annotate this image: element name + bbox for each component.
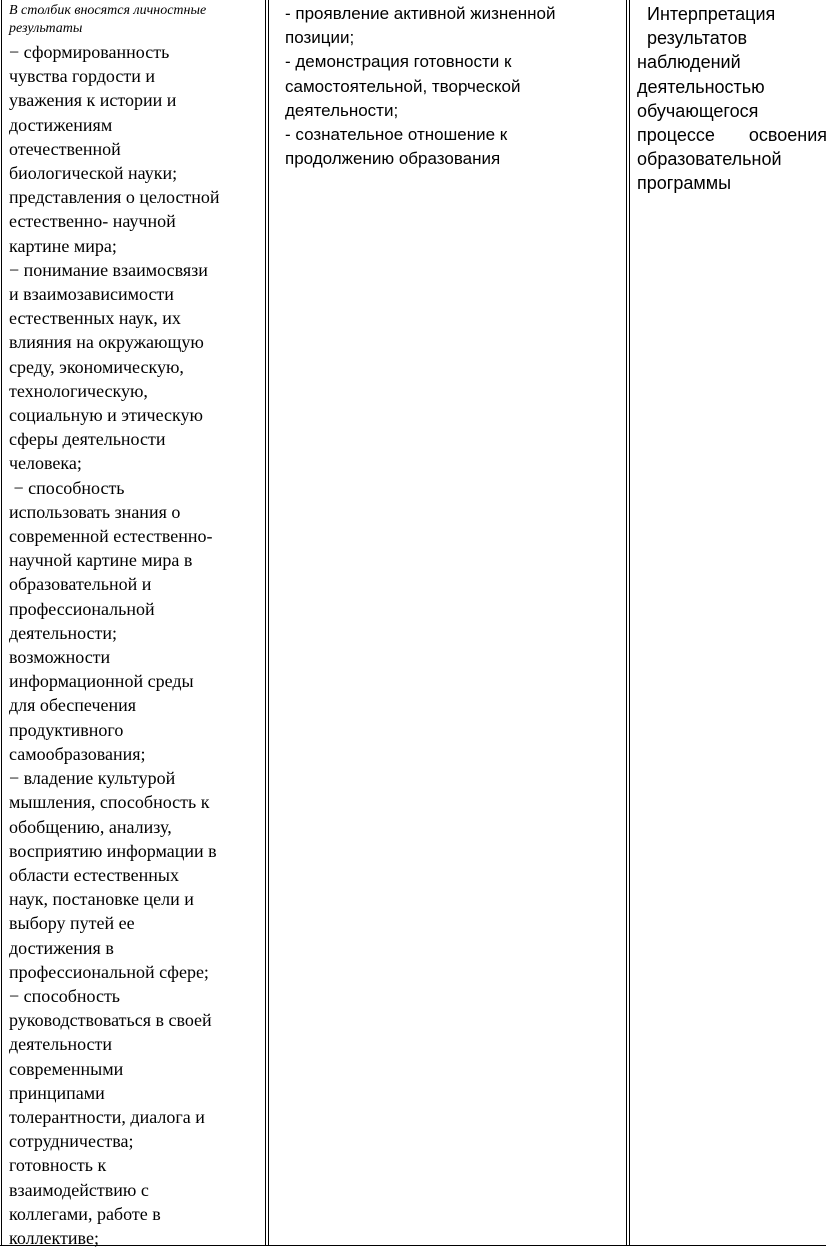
personal-result-line: влияния на окружающую [9, 332, 204, 353]
personal-result-line: достижения в [9, 937, 114, 958]
personal-result-line: отечественной [9, 138, 121, 159]
personal-result-line: − владение культурой [9, 768, 176, 789]
personal-result-line: принципами [9, 1082, 105, 1103]
personal-result-line: профессиональной [9, 598, 155, 619]
table-divider-2 [626, 0, 627, 1246]
personal-result-line: обобщению, анализу, [9, 816, 172, 837]
assessment-line: программы [637, 173, 732, 194]
indicators-cell [285, 2, 605, 171]
personal-results-list [9, 40, 261, 1250]
column-header-note: В столбик вносятся личностные результаты [9, 3, 207, 36]
personal-result-line: уважения к истории и [9, 90, 177, 111]
assessment-cell [637, 2, 837, 196]
personal-result-line: сферы деятельности [9, 429, 166, 450]
assessment-line: деятельностью [637, 76, 765, 97]
indicator-line: продолжению образования [285, 149, 501, 169]
personal-result-line: − сформированность [9, 42, 170, 62]
personal-result-line: сотрудничества; [9, 1131, 134, 1152]
personal-result-line: среду, экономическую, [9, 356, 184, 377]
personal-result-line: биологической науки; [9, 163, 178, 184]
personal-result-line: человека; [9, 453, 82, 474]
personal-result-line: технологическую, [9, 380, 148, 401]
assessment-line: обучающегося [637, 100, 759, 121]
indicators-list [285, 2, 605, 171]
personal-result-line: информационной среды [9, 671, 194, 692]
table-divider-2-double [629, 0, 630, 1246]
indicator-line: - сознательное отношение к [285, 125, 508, 145]
personal-result-line: руководствоваться в своей [9, 1010, 212, 1031]
indicator-line: - проявление активной жизненной [285, 4, 556, 23]
personal-result-line: коллегами, работе в [9, 1203, 161, 1224]
personal-result-line: представления о целостной [9, 187, 220, 208]
assessment-line: наблюдений [637, 52, 741, 73]
assessment-justified-line [637, 123, 827, 147]
personal-result-line: − понимание взаимосвязи [9, 259, 208, 280]
personal-result-line: для обеспечения [9, 695, 137, 716]
personal-result-line: и взаимозависимости [9, 284, 174, 305]
assessment-line: Интерпретация [637, 4, 776, 24]
assessment-word: освоения [748, 125, 827, 146]
personal-result-line: деятельности; [9, 622, 118, 643]
personal-result-line: наук, постановке цели и [9, 889, 194, 910]
personal-result-line: достижениям [9, 114, 113, 135]
personal-result-line: социальную и этическую [9, 405, 203, 426]
personal-result-line: взаимодействию с [9, 1179, 149, 1200]
personal-result-line: деятельности [9, 1034, 113, 1055]
personal-result-line: естественно- научной [9, 211, 176, 232]
personal-result-line: образовательной и [9, 574, 152, 595]
personal-result-line: готовность к [9, 1155, 107, 1176]
table-divider-1-double [268, 0, 269, 1246]
personal-result-line: возможности [9, 647, 111, 668]
personal-result-line: толерантности, диалога и [9, 1106, 205, 1127]
personal-result-line: самообразования; [9, 743, 146, 764]
personal-result-line: научной картине мира в [9, 550, 193, 571]
indicator-line: - демонстрация готовности к [285, 52, 512, 72]
table-border-left [1, 0, 2, 1246]
assessment-word: процессе [637, 125, 715, 146]
personal-result-line: − способность [9, 477, 125, 498]
personal-result-line: выбору путей ее [9, 913, 135, 934]
personal-result-line: естественных наук, их [9, 308, 181, 329]
personal-result-line: профессиональной сфере; [9, 961, 209, 982]
personal-result-line: чувства гордости и [9, 66, 155, 87]
personal-result-line: восприятию информации в [9, 840, 217, 861]
indicator-line: позиции; [285, 28, 355, 48]
assessment-line: результатов [637, 28, 748, 49]
personal-result-line: области естественных [9, 864, 179, 885]
personal-results-cell [9, 2, 261, 1250]
personal-result-line: − способность [9, 985, 121, 1006]
personal-result-line: коллективе; [9, 1227, 99, 1248]
personal-result-line: картине мира; [9, 235, 117, 256]
personal-result-line: современными [9, 1058, 124, 1079]
personal-result-line: использовать знания о [9, 501, 181, 522]
personal-result-line: современной естественно- [9, 526, 213, 547]
personal-result-line: мышления, способность к [9, 792, 210, 813]
table-divider-1 [265, 0, 266, 1246]
assessment-line: образовательной [637, 149, 782, 170]
indicator-line: самостоятельной, творческой [285, 76, 521, 96]
indicator-line: деятельности; [285, 100, 399, 120]
personal-result-line: продуктивного [9, 719, 124, 740]
